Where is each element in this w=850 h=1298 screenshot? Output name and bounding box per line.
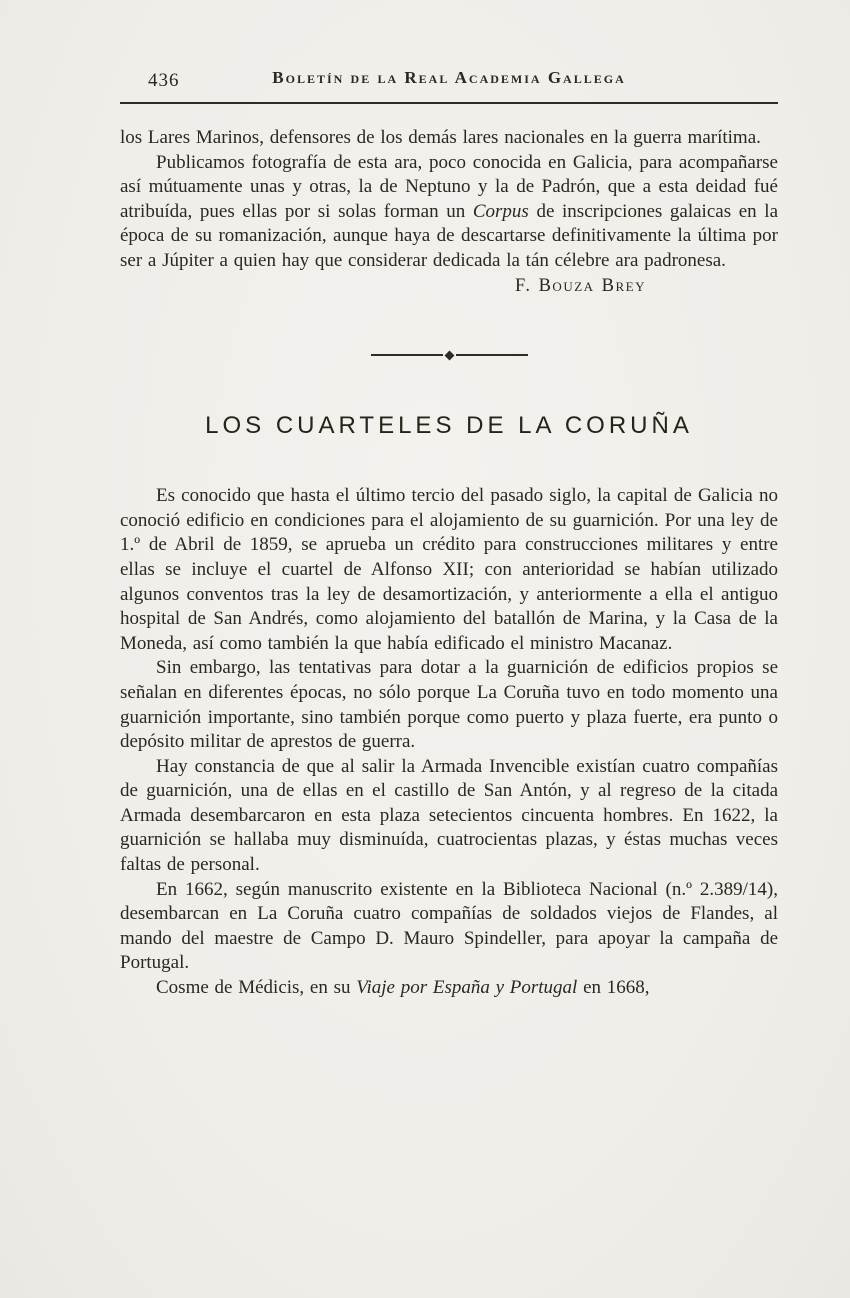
- paragraph: Es conocido que hasta el último tercio del pasado siglo, la capital de Galicia no conoció edificio en condiciones para el alojamiento de su guarnición. Por una ley de 1.º de Abril de 1859, se aprueba un crédito para construcciones militares y entre ellas se incluye el cuartel de Alfonso XII; con anterioridad se habían utilizado algunos conventos tras la ley de desamortización, y anteriormente a ella el antiguo hospital de San Andrés, como alojamiento del batallón de Marina, y la Casa de la Moneda, así como también la que había edificado el ministro Macanaz.: [120, 485, 778, 654]
- paragraph-segment: Cosme de Médicis, en su: [156, 977, 357, 999]
- section-divider: [120, 350, 778, 360]
- divider-ornament-icon: [444, 350, 454, 360]
- page-header: [120, 68, 778, 96]
- header-rule: [120, 102, 778, 104]
- author-signature: F. Bouza Brey: [515, 275, 646, 296]
- paragraph: En 1662, según manuscrito existente en la Biblioteca Nacional (n.º 2.389/14), desembarcan en La Coruña cuatro compañías de soldados viejos de Flandes, al mando del maestre de Campo D. Mauro Spindeller, para apoyar la campaña de Portugal.: [120, 878, 778, 974]
- page-number: 436: [148, 70, 180, 91]
- divider-line: [371, 354, 443, 356]
- paragraph: Sin embargo, las tentativas para dotar a la guarnición de edificios propios se señalan en diferentes épocas, no sólo porque La Coruña tuvo en todo momento una guarnición importante, sino también porque como puerto y plaza fuerte, era punto o depósito militar de aprestos de guerra.: [120, 657, 778, 753]
- italic-term: Corpus: [472, 200, 529, 222]
- paragraph-segment: en 1668,: [577, 977, 650, 999]
- previous-article-end: [120, 126, 778, 298]
- divider-line: [456, 354, 528, 356]
- paragraph: los Lares Marinos, defensores de los demás lares nacionales en la guerra marítima.: [120, 127, 761, 148]
- paragraph: Hay constancia de que al salir la Armada Invencible existían cuatro compañías de guarnición, una de ellas en el castillo de San Antón, y al regreso de la citada Armada desembarcaron en esta plaza setecientos cincuenta hombres. En 1622, la guarnición se hallaba muy disminuída, cuatrocientas plazas, y éstas muchas veces faltas de personal.: [120, 755, 778, 876]
- paragraph-segment: Publicamos fotografía de esta ara, poco conocida en Galicia, para acompañarse así mútuamente unas y otras, la de Neptuno y la de Padrón, que a esta deidad fué atribuída, pues ellas por si solas forman un: [120, 151, 778, 222]
- paragraph-segment: de inscripciones galaicas en la época de su romanización, aunque haya de descartarse definitivamente la última por ser a Júpiter a quien hay que considerar dedicada la tán célebre ara padronesa.: [120, 200, 779, 271]
- article-body: [120, 484, 778, 1000]
- article-title: LOS CUARTELES DE LA CORUÑA: [205, 412, 693, 440]
- journal-title: Boletín de la Real Academia Gallega: [272, 68, 626, 87]
- page-content: [120, 68, 778, 1001]
- italic-book-title: Viaje por España y Portugal: [356, 977, 578, 999]
- paragraph: [120, 976, 778, 1001]
- paragraph: [120, 151, 778, 274]
